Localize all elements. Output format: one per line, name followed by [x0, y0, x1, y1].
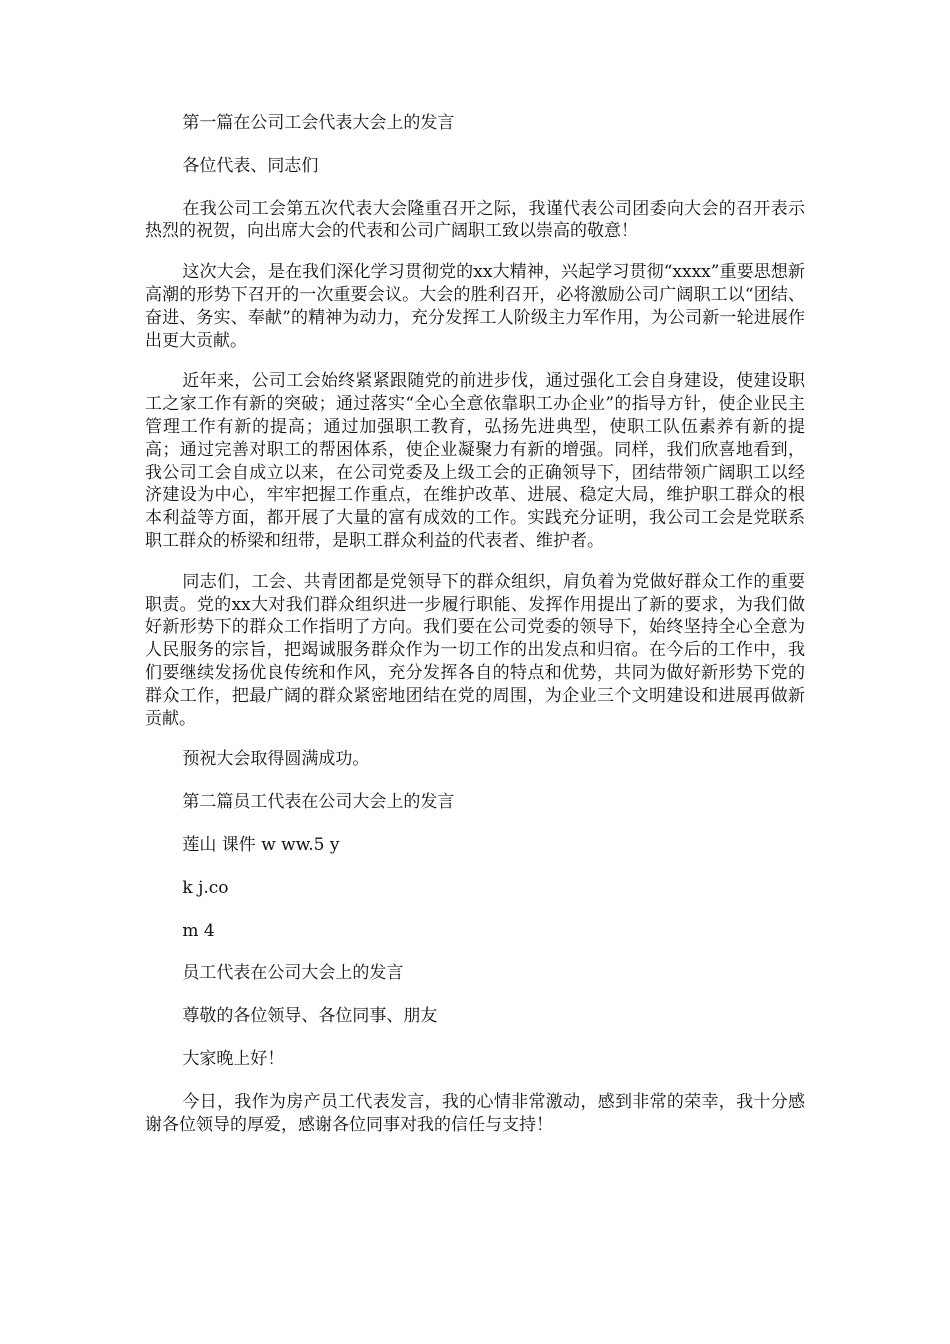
watermark-line-1: 莲山 课件 w ww.5 y [182, 834, 340, 855]
salutation-1: 各位代表、同志们 [182, 155, 319, 176]
salutation-2: 尊敬的各位领导、各位同事、朋友 [182, 1006, 438, 1027]
speech-title: 员工代表在公司大会上的发言 [182, 963, 404, 984]
document-body [145, 112, 805, 1154]
body-paragraph: 这次大会，是在我们深化学习贯彻党的xx大精神，兴起学习贯彻“xxxx”重要思想新高潮的形势下召开的一次重要会议。大会的胜利召开，必将激励公司广阔职工以“团结、奋进、务实、奉献”的精神为动力，充分发挥工人阶级主力军作用，为公司新一轮进展作出更大贡献。 [145, 262, 805, 351]
greeting: 大家晚上好！ [182, 1048, 285, 1069]
watermark-line-3: m 4 [182, 920, 215, 941]
body-paragraph: 今日，我作为房产员工代表发言，我的心情非常激动，感到非常的荣幸，我十分感谢各位领导的厚爱，感谢各位同事对我的信任与支持！ [145, 1091, 805, 1135]
body-paragraph: 近年来，公司工会始终紧紧跟随党的前进步伐，通过强化工会自身建设，使建设职工之家工作有新的突破；通过落实“全心全意依靠职工办企业”的指导方针，使企业民主管理工作有新的提高；通过加强职工教育，弘扬先进典型，使职工队伍素养有新的提高；通过完善对职工的帮困体系，使企业凝聚力有新的增强。同样，我们欣喜地看到，我公司工会自成立以来，在公司党委及上级工会的正确领导下，团结带领广阔职工以经济建设为中心，牢牢把握工作重点，在维护改革、进展、稳定大局，维护职工群众的根本利益等方面，都开展了大量的富有成效的工作。实践充分证明，我公司工会是党联系职工群众的桥梁和纽带，是职工群众利益的代表者、维护者。 [145, 371, 805, 551]
watermark-line-2: k j.co [182, 877, 229, 898]
section-title-2: 第二篇员工代表在公司大会上的发言 [182, 792, 455, 813]
closing-line: 预祝大会取得圆满成功。 [182, 749, 370, 770]
body-paragraph: 同志们，工会、共青团都是党领导下的群众组织，肩负着为党做好群众工作的重要职责。党的xx大对我们群众组织进一步履行职能、发挥作用提出了新的要求，为我们做好新形势下的群众工作指明了方向。我们要在公司党委的领导下，始终坚持全心全意为人民服务的宗旨，把竭诚服务群众作为一切工作的出发点和归宿。在今后的工作中，我们要继续发扬优良传统和作风，充分发挥各自的特点和优势，共同为做好新形势下党的群众工作，把最广阔的群众紧密地团结在党的周围，为企业三个文明建设和进展再做新贡献。 [145, 571, 805, 729]
section-title-1: 第一篇在公司工会代表大会上的发言 [182, 113, 455, 133]
body-paragraph: 在我公司工会第五次代表大会隆重召开之际，我谨代表公司团委向大会的召开表示热烈的祝贺，向出席大会的代表和公司广阔职工致以崇高的敬意！ [145, 198, 805, 242]
